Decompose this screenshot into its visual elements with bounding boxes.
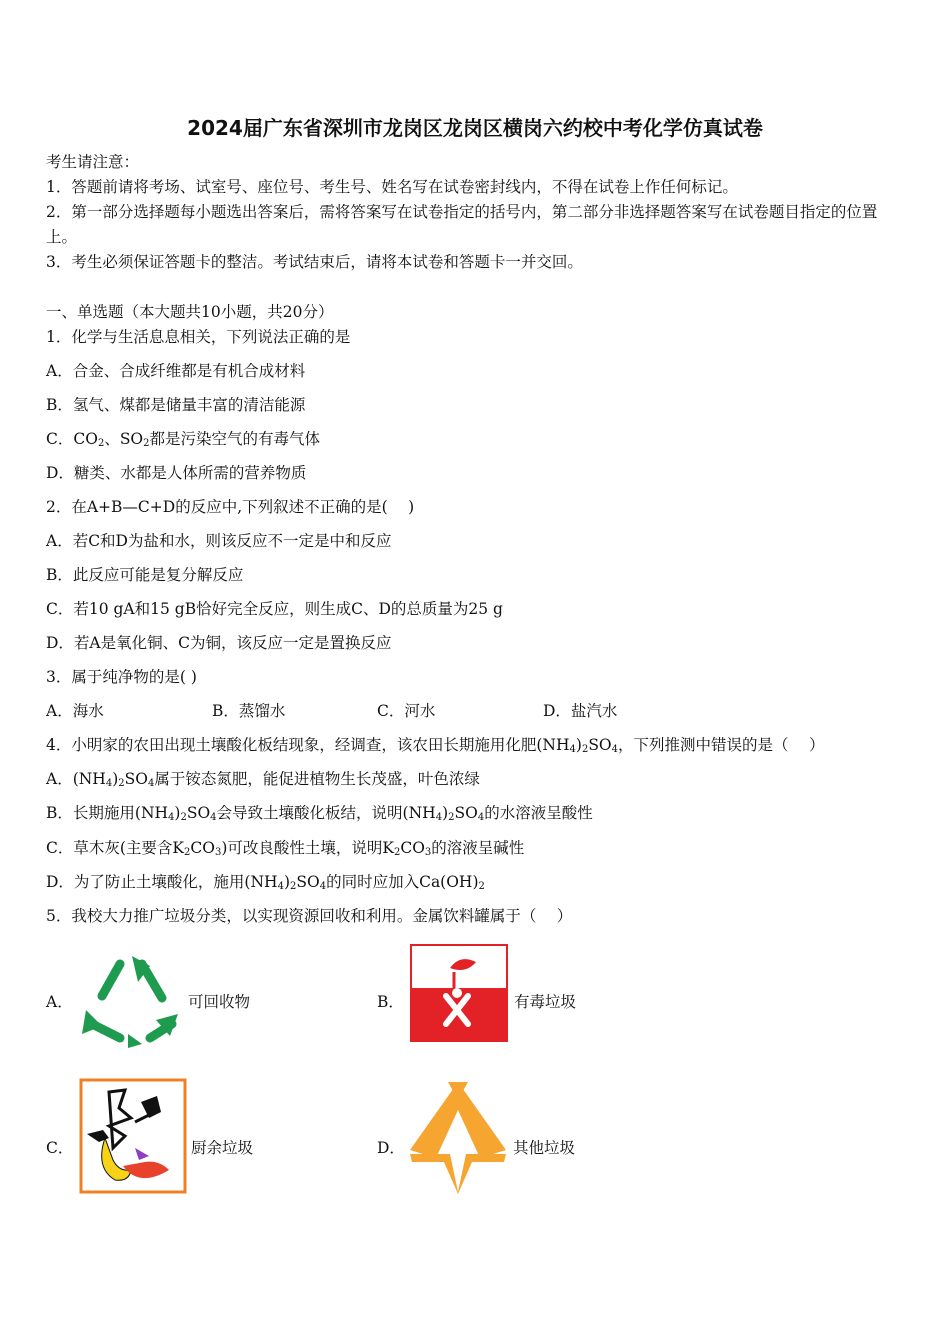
q4-option-b: B．长期施用$(NH_4)_2SO_4$会导致土壤酸化板结，说明$(NH_4)_2SO_4$的水溶液呈酸性 (46, 804, 593, 823)
notice-item-2: 2．第一部分选择题每小题选出答案后，需将答案写在试卷指定的括号内，第二部分非选择题答案写在试卷题目指定的位置上。 (46, 203, 878, 246)
q5-option-b-letter: B． (377, 993, 404, 1011)
notice-heading: 考生请注意： (46, 153, 140, 171)
q5-option-a-caption: 可回收物 (188, 993, 251, 1011)
q4-option-c: C．草木灰(主要含$K_2CO_3$)可改良酸性土壤，说明$K_2CO_3$的溶液呈碱性 (46, 839, 525, 858)
other-waste-icon (408, 1080, 508, 1194)
q1-stem: 1．化学与生活息息相关，下列说法正确的是 (46, 328, 351, 346)
q1-option-d: D．糖类、水都是人体所需的营养物质 (46, 464, 307, 482)
q1-option-a: A．合金、合成纤维都是有机合成材料 (46, 362, 306, 380)
kitchen-waste-icon (79, 1078, 187, 1194)
q3-option-b: B．蒸馏水 (212, 702, 286, 720)
q4-stem: 4．小明家的农田出现土壤酸化板结现象，经调查，该农田长期施用化肥$(NH_4)_2SO_4$，下列推测中错误的是（ ） (46, 736, 825, 755)
q5-option-c-caption: 厨余垃圾 (191, 1139, 254, 1157)
q5-option-b-caption: 有毒垃圾 (514, 993, 577, 1011)
page-title: 2024届广东省深圳市龙岗区龙岗区横岗六约校中考化学仿真试卷 (187, 116, 763, 140)
q5-option-d-letter: D． (377, 1139, 405, 1157)
q1-option-b: B．氢气、煤都是储量丰富的清洁能源 (46, 396, 306, 414)
q3-stem: 3．属于纯净物的是( ) (46, 668, 197, 686)
q2-option-c: C．若10 gA和15 gB恰好完全反应，则生成C、D的总质量为25 g (46, 600, 503, 618)
q5-option-c-letter: C． (46, 1139, 74, 1157)
q1-option-c: C．$CO_2$、$SO_2$都是污染空气的有毒气体 (46, 430, 321, 449)
q5-option-d-caption: 其他垃圾 (513, 1139, 576, 1157)
q2-option-a: A．若C和D为盐和水，则该反应不一定是中和反应 (46, 532, 392, 550)
q3-option-d: D．盐汽水 (543, 702, 618, 720)
q3-option-c: C．河水 (377, 702, 436, 720)
q2-stem: 2．在A+B—C+D的反应中,下列叙述不正确的是( ) (46, 498, 415, 516)
q5-stem: 5．我校大力推广垃圾分类，以实现资源回收和利用。金属饮料罐属于（ ） (46, 907, 573, 925)
hazardous-waste-icon (410, 944, 508, 1042)
q2-option-d: D．若A是氧化铜、C为铜，该反应一定是置换反应 (46, 634, 392, 652)
notice-item-1: 1．答题前请将考场、试室号、座位号、考生号、姓名写在试卷密封线内，不得在试卷上作任何标记。 (46, 178, 738, 196)
recycle-icon (80, 952, 184, 1048)
q2-option-b: B．此反应可能是复分解反应 (46, 566, 244, 584)
q4-option-d: D．为了防止土壤酸化，施用$(NH_4)_2SO_4$的同时应加入$Ca(OH)_2$ (46, 873, 485, 892)
q4-option-a: A．$(NH_4)_2SO_4$属于铵态氮肥，能促进植物生长茂盛，叶色浓绿 (46, 770, 480, 789)
q5-option-a-letter: A． (46, 993, 73, 1011)
q3-option-a: A．海水 (46, 702, 104, 720)
notice-item-3: 3．考生必须保证答题卡的整洁。考试结束后，请将本试卷和答题卡一并交回。 (46, 253, 583, 271)
section-heading: 一、单选题（本大题共10小题，共20分） (46, 303, 334, 321)
